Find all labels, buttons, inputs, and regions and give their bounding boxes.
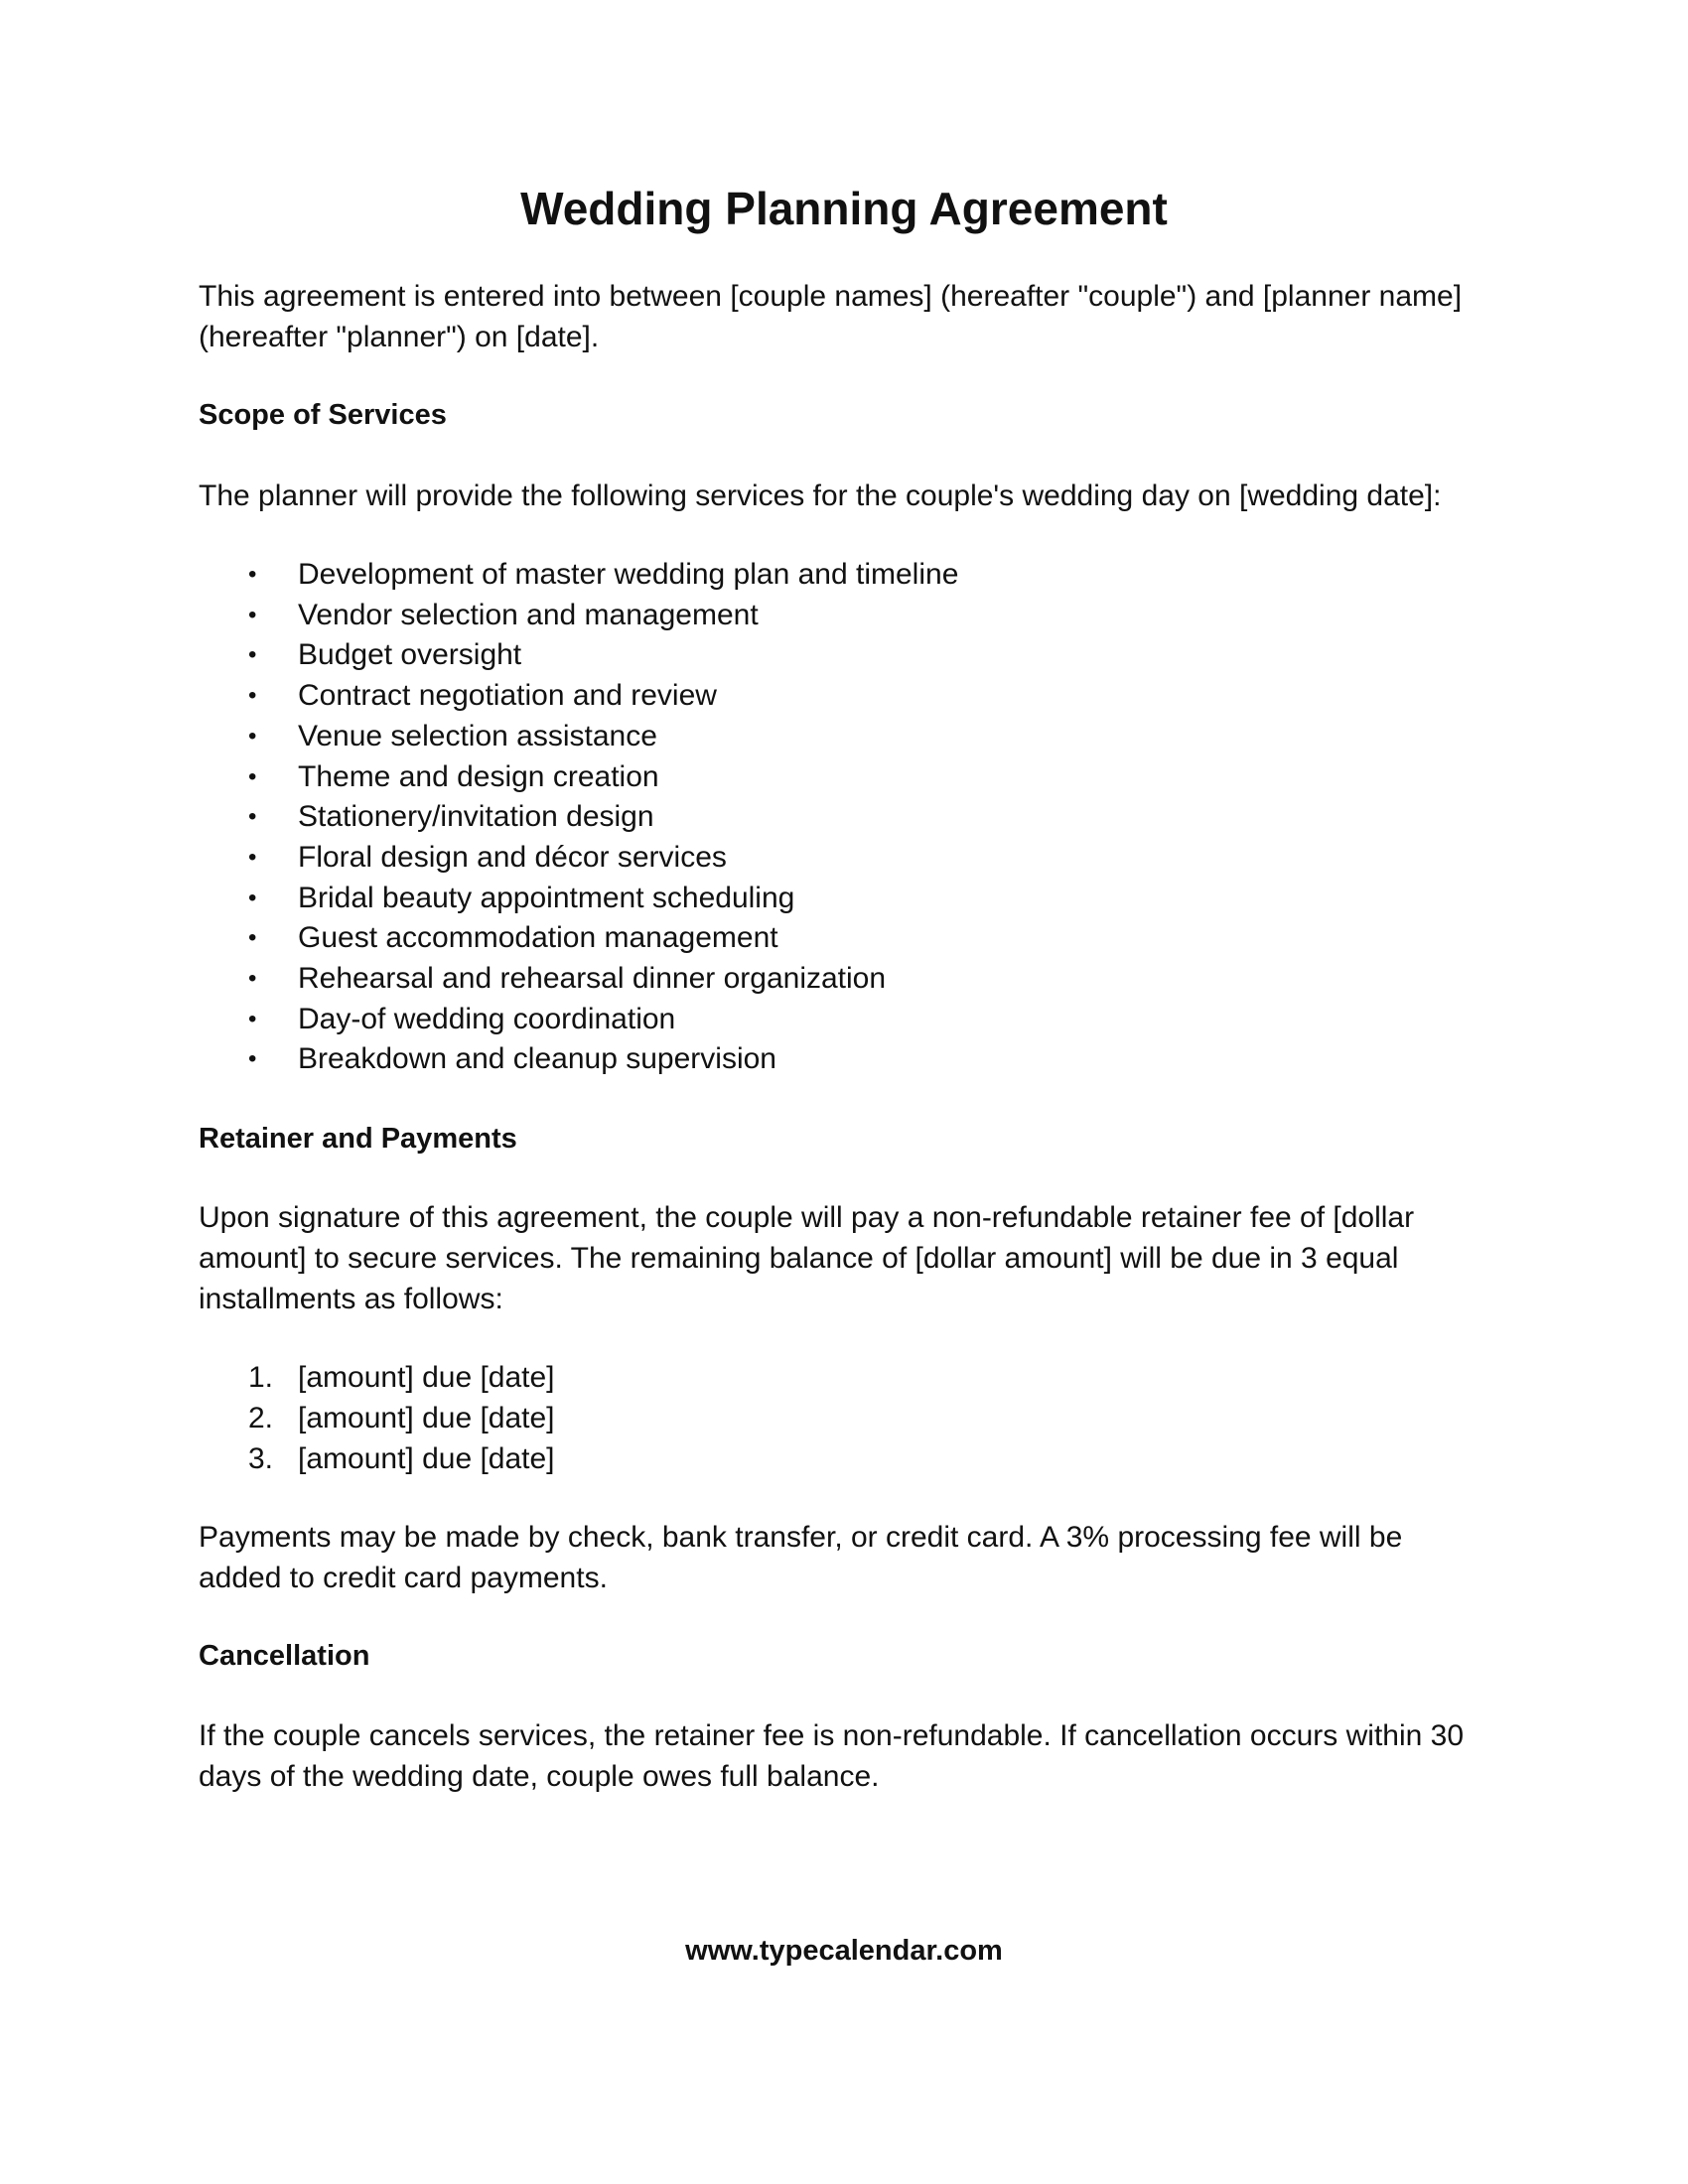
list-item: [199, 555, 1489, 596]
list-item: [199, 1399, 1489, 1439]
bullet-icon: •: [248, 1045, 257, 1073]
service-label: Breakdown and cleanup supervision: [298, 1042, 776, 1076]
bullet-icon: •: [248, 843, 257, 871]
service-label: Stationery/invitation design: [298, 800, 654, 834]
bullet-icon: •: [248, 641, 257, 669]
document-title: Wedding Planning Agreement: [520, 183, 1168, 234]
bullet-icon: •: [248, 762, 257, 790]
cancellation-heading: Cancellation: [199, 1640, 370, 1673]
service-label: Budget oversight: [298, 638, 522, 672]
service-label: Day-of wedding coordination: [298, 1002, 676, 1035]
list-item: [199, 918, 1489, 959]
list-item: [199, 797, 1489, 838]
service-label: Floral design and décor services: [298, 840, 727, 874]
scope-heading: Scope of Services: [199, 399, 447, 431]
payments-heading: Retainer and Payments: [199, 1123, 517, 1156]
list-item: [199, 676, 1489, 717]
service-label: Venue selection assistance: [298, 719, 657, 752]
list-item: [199, 1039, 1489, 1080]
bullet-icon: •: [248, 561, 257, 588]
service-label: Theme and design creation: [298, 759, 659, 793]
bullet-icon: •: [248, 884, 257, 911]
service-label: Development of master wedding plan and timeline: [298, 558, 959, 591]
list-item: [199, 1358, 1489, 1399]
list-item: [199, 838, 1489, 879]
intro-paragraph: This agreement is entered into between [couple names] (hereafter "couple") and [planner name] (hereafter "planner") on [date].: [199, 280, 1463, 353]
bullet-icon: •: [248, 803, 257, 831]
list-item: [199, 959, 1489, 1000]
list-item: [199, 879, 1489, 919]
service-label: Guest accommodation management: [298, 921, 778, 955]
cancellation-paragraph: If the couple cancels services, the retainer fee is non-refundable. If cancellation occurs within 30 days of the wedding date, couple owes full balance.: [199, 1719, 1465, 1794]
installment-number: 2.: [248, 1401, 274, 1434]
service-label: Rehearsal and rehearsal dinner organization: [298, 962, 887, 996]
list-item: [199, 635, 1489, 676]
payment-methods-paragraph: Payments may be made by check, bank transfer, or credit card. A 3% processing fee will be added to credit card payments.: [199, 1521, 1403, 1595]
list-item: [199, 1000, 1489, 1040]
service-label: Contract negotiation and review: [298, 679, 717, 713]
installments-list: [199, 1358, 1489, 1479]
installment-text: [amount] due [date]: [298, 1401, 555, 1434]
document-page: [199, 179, 1489, 1797]
footer-website-link[interactable]: www.typecalendar.com: [685, 1935, 1003, 1967]
list-item: [199, 717, 1489, 757]
list-item: [199, 1439, 1489, 1480]
bullet-icon: •: [248, 682, 257, 710]
installment-text: [amount] due [date]: [298, 1361, 555, 1395]
installment-number: 1.: [248, 1361, 274, 1395]
list-item: [199, 757, 1489, 798]
scope-lead-paragraph: The planner will provide the following services for the couple's wedding day on [wedding date]:: [199, 479, 1442, 512]
service-label: Vendor selection and management: [298, 598, 759, 631]
bullet-icon: •: [248, 924, 257, 952]
bullet-icon: •: [248, 1005, 257, 1032]
payments-lead-paragraph: Upon signature of this agreement, the couple will pay a non-refundable retainer fee of [dollar amount] to secure services. The remaining balance of [dollar amount] will be due in 3 equal installments as follows:: [199, 1201, 1415, 1316]
bullet-icon: •: [248, 722, 257, 750]
bullet-icon: •: [248, 601, 257, 628]
services-list: [199, 555, 1489, 1080]
bullet-icon: •: [248, 965, 257, 993]
installment-text: [amount] due [date]: [298, 1441, 555, 1475]
service-label: Bridal beauty appointment scheduling: [298, 881, 795, 914]
list-item: [199, 596, 1489, 636]
installment-number: 3.: [248, 1441, 274, 1475]
